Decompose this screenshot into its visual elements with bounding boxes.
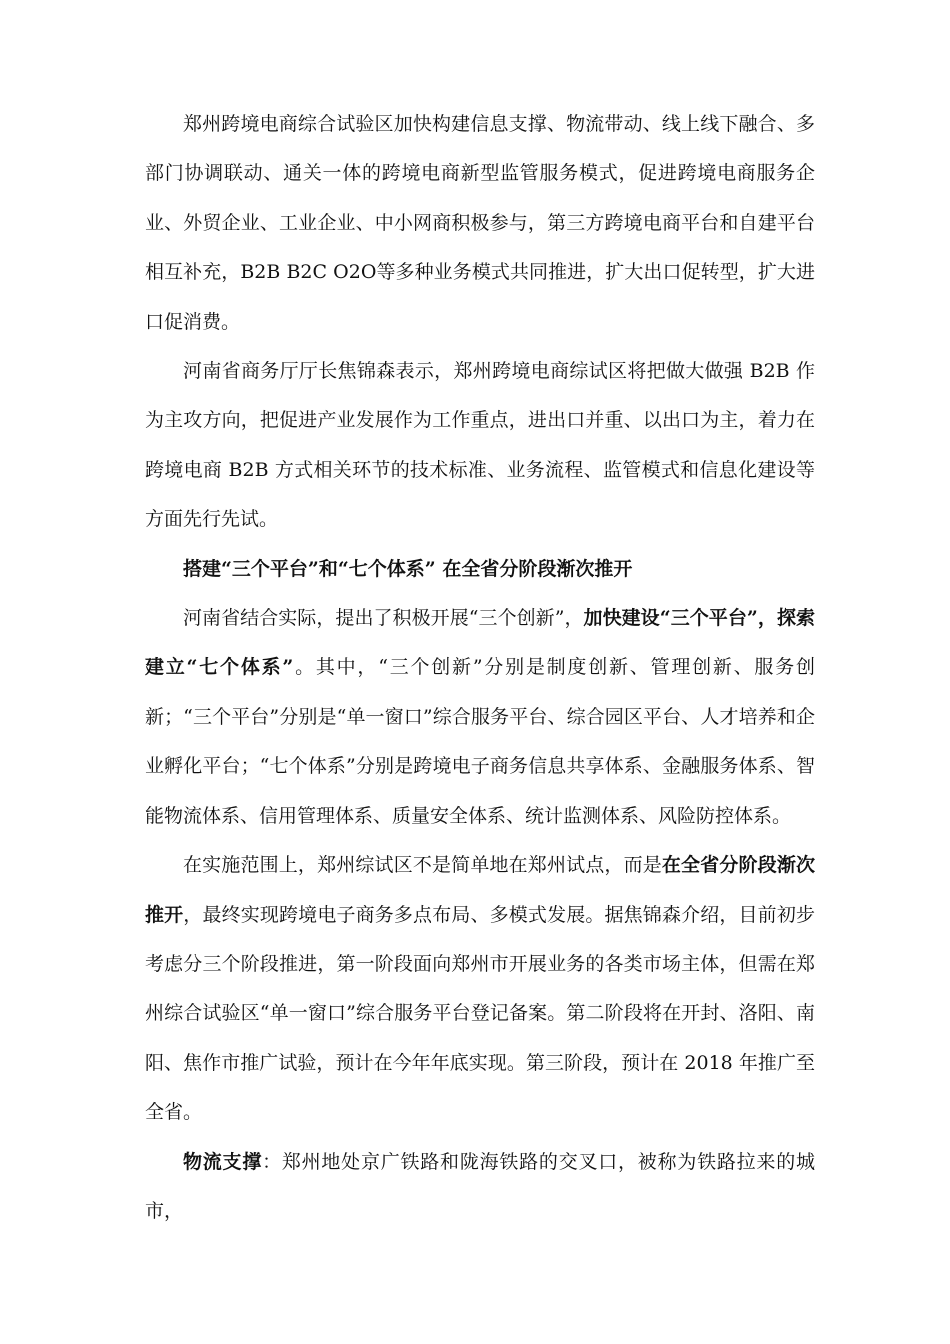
- paragraph-logistics-support: [145, 1138, 815, 1237]
- document-body: [145, 100, 815, 1236]
- bold-text-run: 物流支撑: [183, 1150, 263, 1173]
- section-heading: 搭建“三个平台”和“七个体系” 在全省分阶段渐次推开: [183, 557, 633, 580]
- text-run: 。其中，“三个创新”分别是制度创新、管理创新、服务创新；“三个平台”分别是“单一窗口”综合服务平台、综合园区平台、人才培养和企业孵化平台；“七个体系”分别是跨境电子商务信息共享体系、金融服务体系、智能物流体系、信用管理体系、质量安全体系、统计监测体系、风险防控体系。: [145, 656, 815, 827]
- paragraph-b2b-direction: 河南省商务厅厅长焦锦森表示，郑州跨境电商综试区将把做大做强 B2B 作为主攻方向，把促进产业发展作为工作重点，进出口并重、以出口为主，着力在跨境电商 B2B 方式相关环节的技术标准、业务流程、监管模式和信息化建设等方面先行先试。: [145, 360, 815, 531]
- paragraph-zhengzhou-pilot-zone: 郑州跨境电商综合试验区加快构建信息支撑、物流带动、线上线下融合、多部门协调联动、通关一体的跨境电商新型监管服务模式，促进跨境电商服务企业、外贸企业、工业企业、中小网商积极参与，第三方跨境电商平台和自建平台相互补充，B2B B2C O2O等多种业务模式共同推进，扩大出口促转型，扩大进口促消费。: [145, 113, 815, 333]
- text-run: ，最终实现跨境电子商务多点布局、多模式发展。据焦锦森介绍，目前初步考虑分三个阶段推进，第一阶段面向郑州市开展业务的各类市场主体，但需在郑州综合试验区“单一窗口”综合服务平台登记备案。第二阶段将在开封、洛阳、南阳、焦作市推广试验，预计在今年年底实现。第三阶段，预计在 2018 年推广至全省。: [145, 903, 815, 1124]
- bold-text-run: 加快建设“三个平台”，探索建立“七个体系”: [145, 607, 815, 679]
- text-run: ：郑州地处京广铁路和陇海铁路的交叉口，被称为铁路拉来的城市，: [145, 1150, 815, 1222]
- paragraph-three-platforms: [145, 594, 815, 841]
- text-run: 河南省结合实际，提出了积极开展“三个创新”，: [183, 607, 584, 630]
- text-run: 在实施范围上，郑州综试区不是简单地在郑州试点，而是: [183, 854, 662, 877]
- paragraph-implementation-scope: [145, 841, 815, 1137]
- bold-text-run: 在全省分阶段渐次推开: [145, 854, 815, 926]
